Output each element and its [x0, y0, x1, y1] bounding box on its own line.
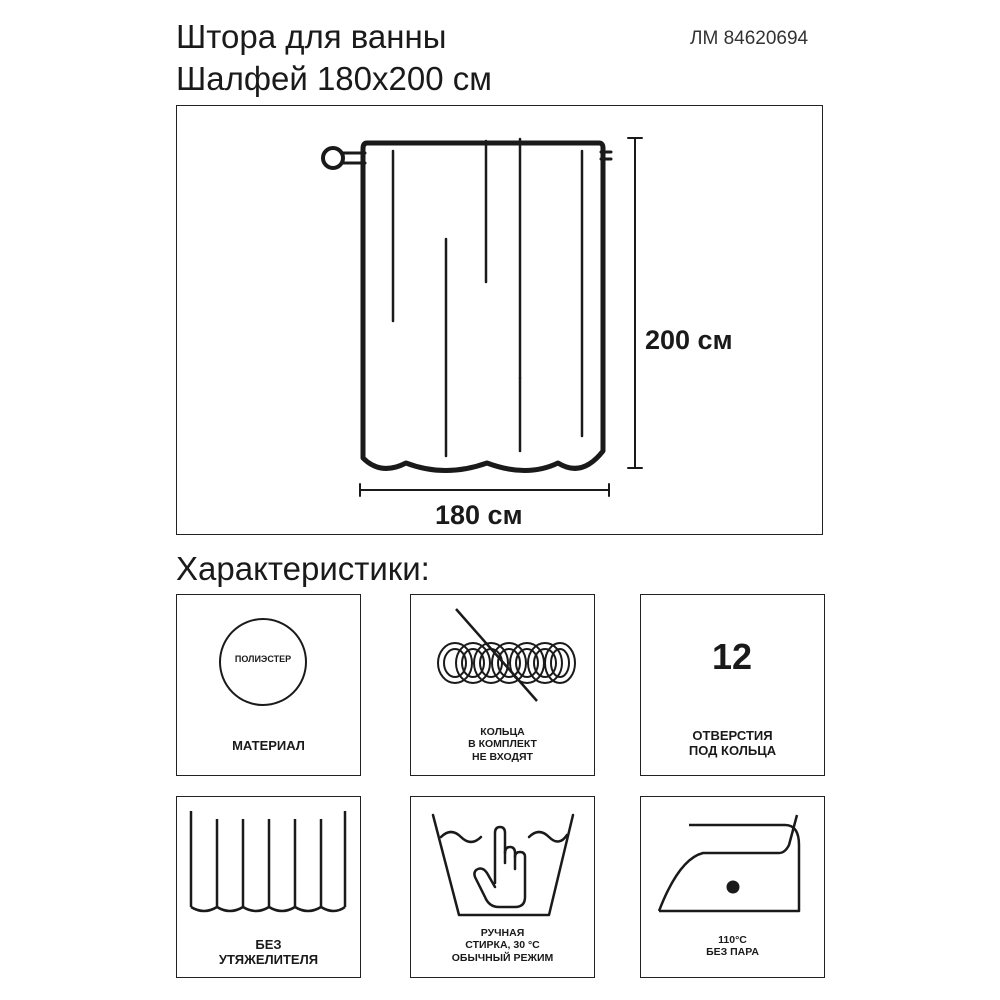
width-dimension-line	[360, 484, 609, 496]
width-label: 180 см	[435, 500, 523, 530]
feature-card-wash	[410, 796, 595, 978]
dimension-diagram	[176, 105, 823, 535]
holes-caption: ОТВЕРСТИЯ ПОД КОЛЬЦА	[688, 728, 777, 759]
feature-card-material	[176, 594, 361, 776]
product-title-line-2: Шалфей 180x200 см	[176, 60, 492, 97]
feature-card-holes	[640, 594, 825, 776]
characteristics-heading: Характеристики:	[176, 550, 430, 587]
article-code: ЛМ 84620694	[690, 28, 809, 49]
rings-caption: КОЛЬЦА В КОМПЛЕКТ НЕ ВХОДЯТ	[468, 726, 537, 763]
material-caption: МАТЕРИАЛ	[232, 738, 305, 753]
curtain-drawing	[177, 106, 824, 536]
material-circle-text: ПОЛИЭСТЕР	[234, 654, 292, 664]
feature-card-weights	[176, 796, 361, 978]
wash-caption: РУЧНАЯ СТИРКА, 30 °С ОБЫЧНЫЙ РЕЖИМ	[451, 927, 554, 964]
curtain-outline	[363, 143, 603, 471]
weights-caption: БЕЗ УТЯЖЕЛИТЕЛЯ	[218, 937, 319, 968]
iron-dot	[727, 881, 740, 894]
feature-card-rings	[410, 594, 595, 776]
height-dimension-line	[628, 138, 642, 468]
rod-finial	[323, 148, 343, 168]
product-title-line-1: Штора для ванны	[176, 18, 447, 55]
iron-caption: 110°С БЕЗ ПАРА	[706, 934, 759, 959]
holes-count: 12	[711, 636, 753, 677]
height-label: 200 см	[645, 325, 733, 355]
feature-card-iron	[640, 796, 825, 978]
curtain-folds	[393, 139, 582, 456]
